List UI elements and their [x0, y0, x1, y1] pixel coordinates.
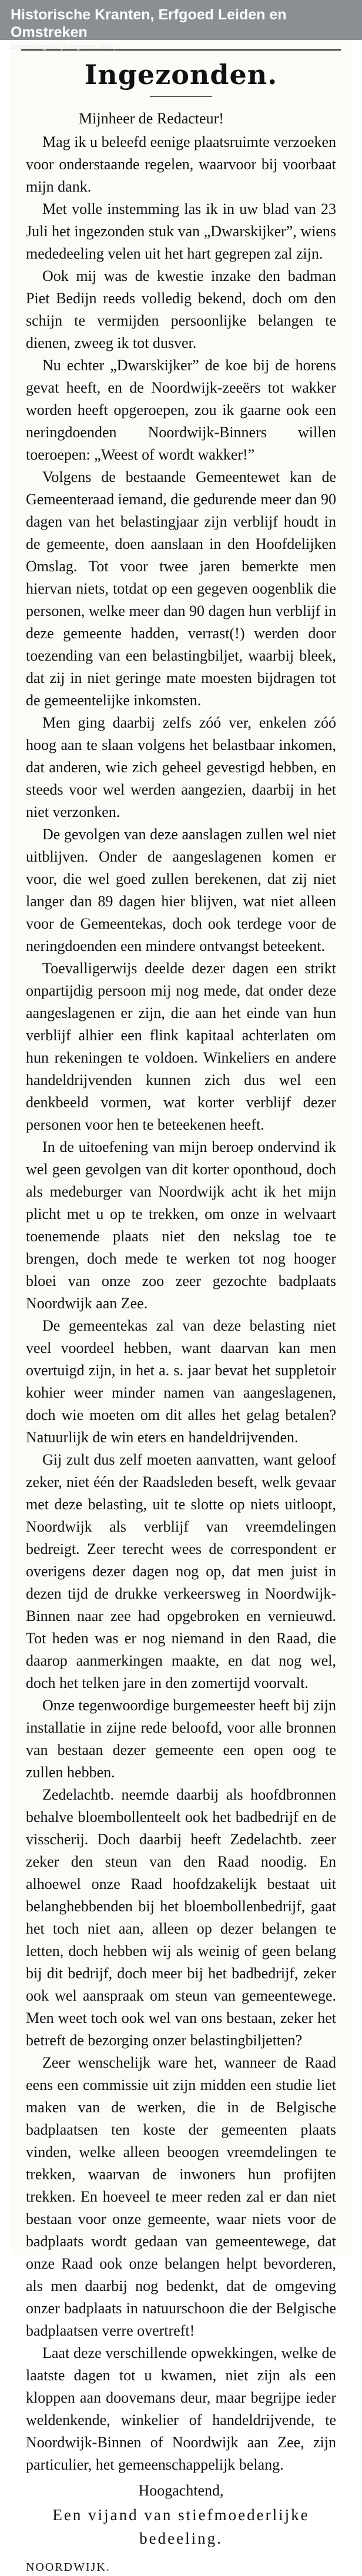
newspaper-clipping [11, 40, 351, 2574]
paragraph: Zeer wenschelijk ware het, wanneer de Raad eens een commissie uit zijn midden een studie liet maken van de werken, die in de Belgische badplaatsen ten koste der gemeenten plaats vinden, welke alleen beoogen vreemdelingen te trekken, waarvan de inwoners hun profijten trekken. En hoeveel te meer reden zal er dan niet bestaan voor onze gemeente, waar niets voor de badplaats wordt gedaan van gemeentewege, dat onze Raad ook onze belangen helpt bevorderen, als men daarbij nog bedenkt, dat de omgeving onzer badplaats in natuurschoon die der Belgische badplaatsen verre overtreft! [26, 2054, 336, 2339]
signature: Een vijand van stiefmoederlijke bedeeling. [52, 2506, 310, 2547]
paragraph: Ook mij was de kwestie inzake den badman Piet Bedijn reeds volledig bekend, doch om den schijn te vermijden persoonlijke belangen te dienen, zweeg ik tot dusver. [26, 267, 336, 351]
title-rule [150, 96, 212, 97]
paragraph: Toevalligerwijs deelde dezer dagen een strikt onpartijdig persoon mij nog mede, dat onder deze aangeslagenen er zijn, die aan het einde van hun verblijf alhier een flink kapitaal achterlaten om hun rekeningen te voldoen. Winkeliers en andere handeldrijvenden kunnen zich dus wel een denkbeeld vormen, wat korter verblijf dezer personen voor hen te beteekenen heeft. [26, 960, 336, 1133]
paragraph: De gemeentekas zal van deze belasting niet veel voordeel hebben, want daarvan kan men overtuigd zijn, in het a. s. jaar bevat het suppletoir kohier weer minder namen van aangeslagenen, doch wie moeten om dit alles het gelag betalen? Natuurlijk de win eters en handeldrijvenden. [26, 1317, 336, 1446]
source-line[interactable]: Leidsch Dagblad | 6 augustus 1908 | [11, 43, 116, 51]
paragraph: Volgens de bestaande Gemeentewet kan de Gemeenteraad iemand, die gedurende meer dan 90 dagen van het belastingjaar zijn verblijf houdt in de gemeente, doen aanslaan in den Hoofdelijken Omslag. Tot voor twee jaren bemerkte men hiervan niets, totdat op een gegeven oogenblik die personen, welke meer dan 90 dagen hun verblijf in deze gemeente hadden, verrast(!) werden door toezending van een belastingbiljet, waarbij bleek, dat zij in niet geringe mate moesten bijdragen tot de gemeentelijke inkomsten. [26, 468, 336, 709]
closing: Hoogachtend, [138, 2482, 224, 2499]
article-title: Ingezonden. [84, 59, 278, 91]
paragraph: Zedelachtb. neemde daarbij als hoofdbronnen behalve bloembollenteelt ook het badbedrijf en de visscherij. Doch daarbij heeft Zedelachtb. zeer zeker den steun van den Raad noodig. En alhoewel onze Raad hoofdzakelijk bestaat uit belanghebbenden bij het bloembollenbedrijf, gaat het toch niet aan, alleen op dezer belangen te letten, doch hebben wij als weinig of geen belang bij dit bedrijf, doch meer bij het badbedrijf, zeker ook wel aanspraak om steun van gemeentewege. Men weet toch ook wel van ons bestaan, zeker het betreft de bezorging onzer belastingbiljetten? [26, 1786, 336, 2049]
paragraph: Laat deze verschillende opwekkingen, welke de laatste dagen tot u kwamen, niet zijn als een kloppen aan doovemans deur, maar begrijpe ieder weldenkende, winkelier of handeldrijvende, te Noordwijk-Binnen of Noordwijk aan Zee, zijn particulier, het gemeenschappelijk belang. [26, 2344, 336, 2473]
site-header [0, 0, 362, 51]
salutation: Mijnheer de Redacteur! [79, 110, 224, 127]
site-title[interactable]: Historische Kranten, Erfgoed Leiden en Omstreken [11, 6, 287, 41]
paragraph: Gij zult dus zelf moeten aanvatten, want geloof zeker, niet één der Raadsleden beseft, welk gevaar met deze belasting, uit te slotte op niets uitloopt, Noordwijk als verblijf van vreemdelingen bedreigt. Zeer terecht wees de correspondent er overigens dezer dagen nog op, dat men juist in dezen tijd de drukke verkeersweg in Noordwijk-Binnen naar zee had opgebroken en vernieuwd. Tot heden was er nog niemand in den Raad, die daarop aanmerkingen maakte, en dat nog wel, doch het telken jare in den zomertijd voorvalt. [26, 1451, 336, 1691]
paragraph: Nu echter „Dwarskijker” de koe bij de horens gevat heeft, en de Noordwijk-zeeërs tot wakker worden heeft opgeroepen, zou ik gaarne ook een neringdoenden Noordwijk-Binners willen toeroepen: „Weest of wordt wakker!” [26, 357, 336, 463]
paragraph: De gevolgen van deze aanslagen zullen wel niet uitblijven. Onder de aangeslagenen komen er voor, die wel goed zullen berekenen, dat zij niet langer dan 89 dagen hier blijven, wat niet alleen voor de Gemeentekas, doch ook terdege voor de neringdoenden een mindere ontvangst beteekent. [26, 826, 336, 954]
place-name: NOORDWIJK. [26, 2561, 110, 2574]
paragraph: Met volle instemming las ik in uw blad van 23 Juli het ingezonden stuk van „Dwarskijker”, wiens mededeeling velen uit het hart gegrepen zal zijn. [26, 200, 336, 262]
paragraph: In de uitoefening van mijn beroep ondervind ik wel geen gevolgen van dit korter oponthoud, doch als medeburger van Noordwijk acht ik het mijn plicht met u op te trekken, om onze in welvaart toenemende plaats niet den nekslag toe te brengen, doch mede te werken tot nog hooger bloei van onze zoo zeer gezochte badplaats Noordwijk aan Zee. [26, 1138, 336, 1312]
paragraph: Onze tegenwoordige burgemeester heeft bij zijn installatie in zijne rede beloofd, voor alle bronnen van bestaan dezer gemeente een open oog te zullen hebben. [26, 1697, 336, 1781]
paragraph: Men ging daarbij zelfs zóó ver, enkelen zóó hoog aan te slaan volgens het belastbaar inkomen, dat anderen, wie zich geheel gevestigd hebben, en steeds voor wel werden aangezien, daarbij in het niet verzonken. [26, 714, 336, 820]
paragraph: Mag ik u beleefd eenige plaatsruimte verzoeken voor onderstaande regelen, waarvoor bij voorbaat mijn dank. [26, 133, 336, 195]
